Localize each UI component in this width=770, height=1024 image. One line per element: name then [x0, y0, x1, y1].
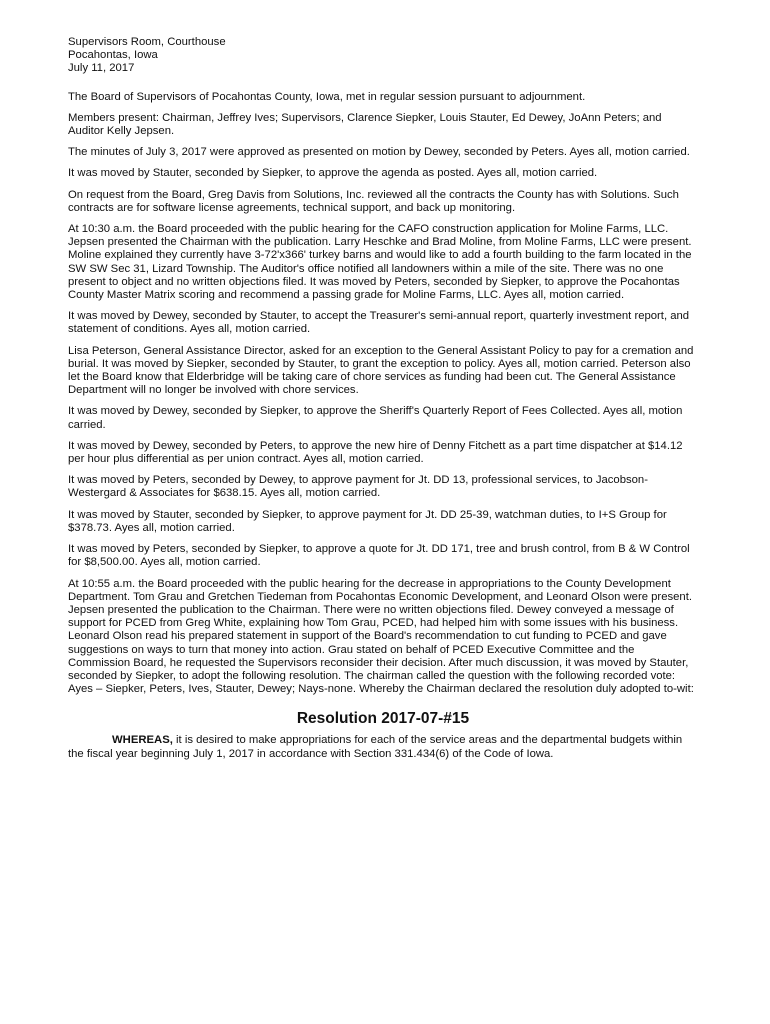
paragraph-payment-dd25-39: It was moved by Stauter, seconded by Siepker, to approve payment for Jt. DD 25-39, watchman duties, to I+S Group for $378.73. Ayes all, motion carried.	[68, 508, 667, 534]
paragraph-treasurer-report: It was moved by Dewey, seconded by Stauter, to accept the Treasurer's semi-annual report, quarterly investment report, and statement of conditions. Ayes all, motion carried.	[68, 310, 690, 336]
paragraph-new-hire: It was moved by Dewey, seconded by Peters, to approve the new hire of Denny Fitchett as a part time dispatcher at $14.12 per hour plus differential as per union contract. Ayes all, motion carried.	[68, 439, 683, 466]
meeting-date: July 11, 2017	[68, 62, 135, 75]
resolution-whereas	[68, 734, 698, 760]
document-page	[68, 36, 698, 761]
paragraph-appropriations-hearing: At 10:55 a.m. the Board proceeded with the public hearing for the decrease in appropriations to the County Development Department. Tom Grau and Gretchen Tiedeman from Pocahontas Economic Development, and Leonard Olson were present. Jepsen presented the publication to the Chairman. There were no written objections filed. Dewey conveyed a message of support for PCED from Greg White, explaining how Tom Grau, PCED, had helped him with some issues with his business. Leonard Olson read his prepared statement in support of the Board's recommendation to cut funding to PCED and gave suggestions on ways to turn that money into action. Grau stated on behalf of PCED Executive Committee and the Commission Board, he requested the Supervisors reconsider their decision. After much discussion, it was moved by Stauter, seconded by Siepker, to adopt the following resolution. The chairman called the question with the following recorded vote: Ayes – Siepker, Peters, Ives, Stauter, Dewey; Nays-none. Whereby the Chairman declared the resolution duly adopted to-wit:	[68, 577, 694, 696]
whereas-text: it is desired to make appropriations for each of the service areas and the departmental budgets within the fiscal year beginning July 1, 2017 in accordance with Section 331.434(6) of the Code of Iowa.	[68, 734, 683, 760]
paragraph-minutes: The minutes of July 3, 2017 were approved as presented on motion by Dewey, seconded by Peters. Ayes all, motion carried.	[68, 146, 690, 159]
paragraph-contracts: On request from the Board, Greg Davis from Solutions, Inc. reviewed all the contracts the County has with Solutions. Such contracts are for software license agreements, technical support, and back up monitoring.	[68, 188, 679, 214]
meeting-location: Supervisors Room, Courthouse	[68, 36, 226, 48]
whereas-lead: WHEREAS,	[112, 734, 173, 747]
paragraph-quote-dd171: It was moved by Peters, seconded by Siepker, to approve a quote for Jt. DD 171, tree and brush control, from B & W Control for $8,500.00. Ayes all, motion carried.	[68, 543, 690, 569]
paragraph-cafo-hearing: At 10:30 a.m. the Board proceeded with the public hearing for the CAFO construction application for Moline Farms, LLC. Jepsen presented the Chairman with the publication. Larry Heschke and Brad Moline, from Moline Farms, LLC were present. Moline explained they currently have 3-72'x366' turkey barns and would like to add a fourth building to the farm located in the SW SW Sec 31, Lizard Township. The Auditor's office notified all landowners within a mile of the site. There was no one present to object and no written objections filed. It was moved by Peters, seconded by Siepker, to approve the Pocahontas County Master Matrix scoring and recommend a passing grade for Moline Farms, LLC. Ayes all, motion carried.	[68, 223, 692, 302]
paragraph-agenda: It was moved by Stauter, seconded by Siepker, to approve the agenda as posted. Ayes all, motion carried.	[68, 167, 598, 180]
paragraph-sheriff-report: It was moved by Dewey, seconded by Siepker, to approve the Sheriff's Quarterly Report of Fees Collected. Ayes all, motion carried.	[68, 405, 683, 431]
paragraph-payment-dd13: It was moved by Peters, seconded by Dewey, to approve payment for Jt. DD 13, professional services, to Jacobson-Westergard & Associates for $638.15. Ayes all, motion carried.	[68, 474, 648, 500]
resolution-title: Resolution 2017-07-#15	[296, 710, 470, 728]
paragraph-general-assistance: Lisa Peterson, General Assistance Director, asked for an exception to the General Assistant Policy to pay for a cremation and burial. It was moved by Siepker, seconded by Stauter, to grant the exception to policy. Ayes all, motion carried. Peterson also let the Board know that Elderbridge will be taking care of chore services as funding had been cut. The General Assistance Department will no longer be involved with chore services.	[68, 344, 694, 397]
paragraph-session: The Board of Supervisors of Pocahontas County, Iowa, met in regular session pursuant to adjournment.	[68, 90, 586, 103]
paragraph-members: Members present: Chairman, Jeffrey Ives; Supervisors, Clarence Siepker, Louis Stauter, Ed Dewey, JoAnn Peters; and Auditor Kelly Jepsen.	[68, 111, 662, 138]
meeting-city: Pocahontas, Iowa	[68, 49, 158, 62]
meeting-header	[68, 36, 698, 76]
